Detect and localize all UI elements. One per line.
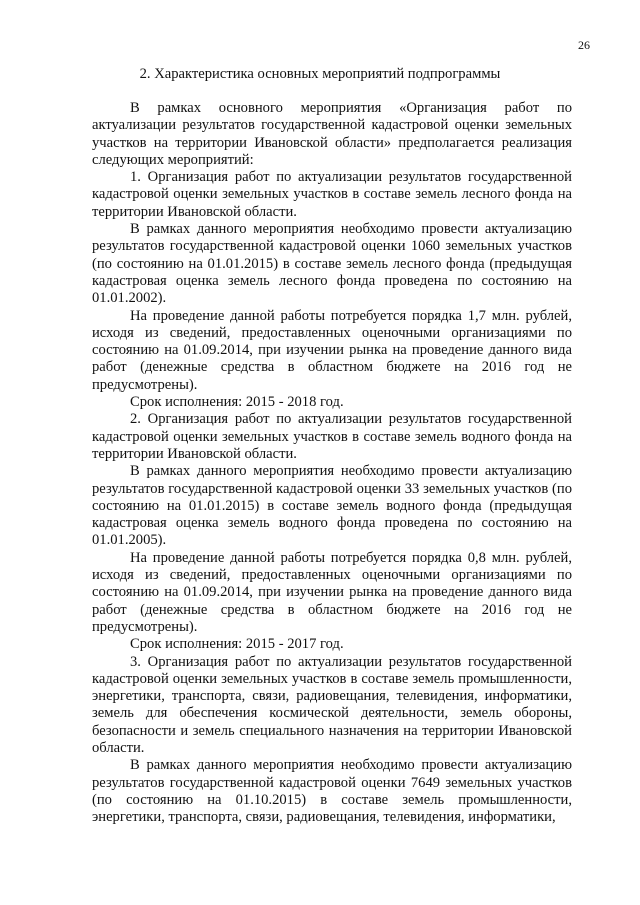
document-body xyxy=(92,100,572,826)
paragraph-item-3-scope: В рамках данного мероприятия необходимо провести актуализацию результатов государственной кадастровой оценки 7649 земельных участков (по состоянию на 01.10.2015) в составе земель промышленности, энергетики, транспорта, связи, радиовещания, телевидения, информатики, xyxy=(92,757,572,826)
paragraph-item-3-title: 3. Организация работ по актуализации результатов государственной кадастровой оценки земельных участков в составе земель промышленности, энергетики, транспорта, связи, радиовещания, телевидения, информатики, земель для обеспечения космической деятельности, земель обороны, безопасности и земель специального назначения на территории Ивановской области. xyxy=(92,653,572,756)
paragraph-item-1-cost: На проведение данной работы потребуется порядка 1,7 млн. рублей, исходя из сведений, предоставленных оценочными организациями по состоянию на 01.09.2014, при изучении рынка на проведение данного вида работ (денежные средства в областном бюджете на 2016 год не предусмотрены). xyxy=(92,307,572,393)
paragraph-intro: В рамках основного мероприятия «Организация работ по актуализации результатов государственной кадастровой оценки земельных участков на территории Ивановской области» предполагается реализация следующих мероприятий: xyxy=(92,100,572,168)
paragraph-item-1-title: 1. Организация работ по актуализации результатов государственной кадастровой оценки земельных участков в составе земель лесного фонда на территории Ивановской области. xyxy=(92,169,572,220)
section-heading: 2. Характеристика основных мероприятий подпрограммы xyxy=(139,66,501,82)
paragraph-item-2-deadline: Срок исполнения: 2015 - 2017 год. xyxy=(130,636,344,653)
paragraph-item-2-title: 2. Организация работ по актуализации результатов государственной кадастровой оценки земельных участков в составе земель водного фонда на территории Ивановской области. xyxy=(92,411,572,462)
paragraph-item-2-cost: На проведение данной работы потребуется порядка 0,8 млн. рублей, исходя из сведений, предоставленных оценочными организациями по состоянию на 01.09.2014, при изучении рынка на проведение данного вида работ (денежные средства в областном бюджете на 2016 год не предусмотрены). xyxy=(92,549,572,635)
paragraph-item-1-deadline: Срок исполнения: 2015 - 2018 год. xyxy=(130,394,344,411)
paragraph-item-2-scope: В рамках данного мероприятия необходимо провести актуализацию результатов государственной кадастровой оценки 33 земельных участков (по состоянию на 01.01.2015) в составе земель водного фонда (предыдущая кадастровая оценка земель водного фонда проведена по состоянию на 01.01.2005). xyxy=(92,463,572,549)
paragraph-item-1-scope: В рамках данного мероприятия необходимо провести актуализацию результатов государственной кадастровой оценки 1060 земельных участков (по состоянию на 01.01.2015) в составе земель лесного фонда (предыдущая кадастровая оценка земель лесного фонда проведена по состоянию на 01.01.2002). xyxy=(92,221,572,307)
page-number: 26 xyxy=(578,38,590,52)
